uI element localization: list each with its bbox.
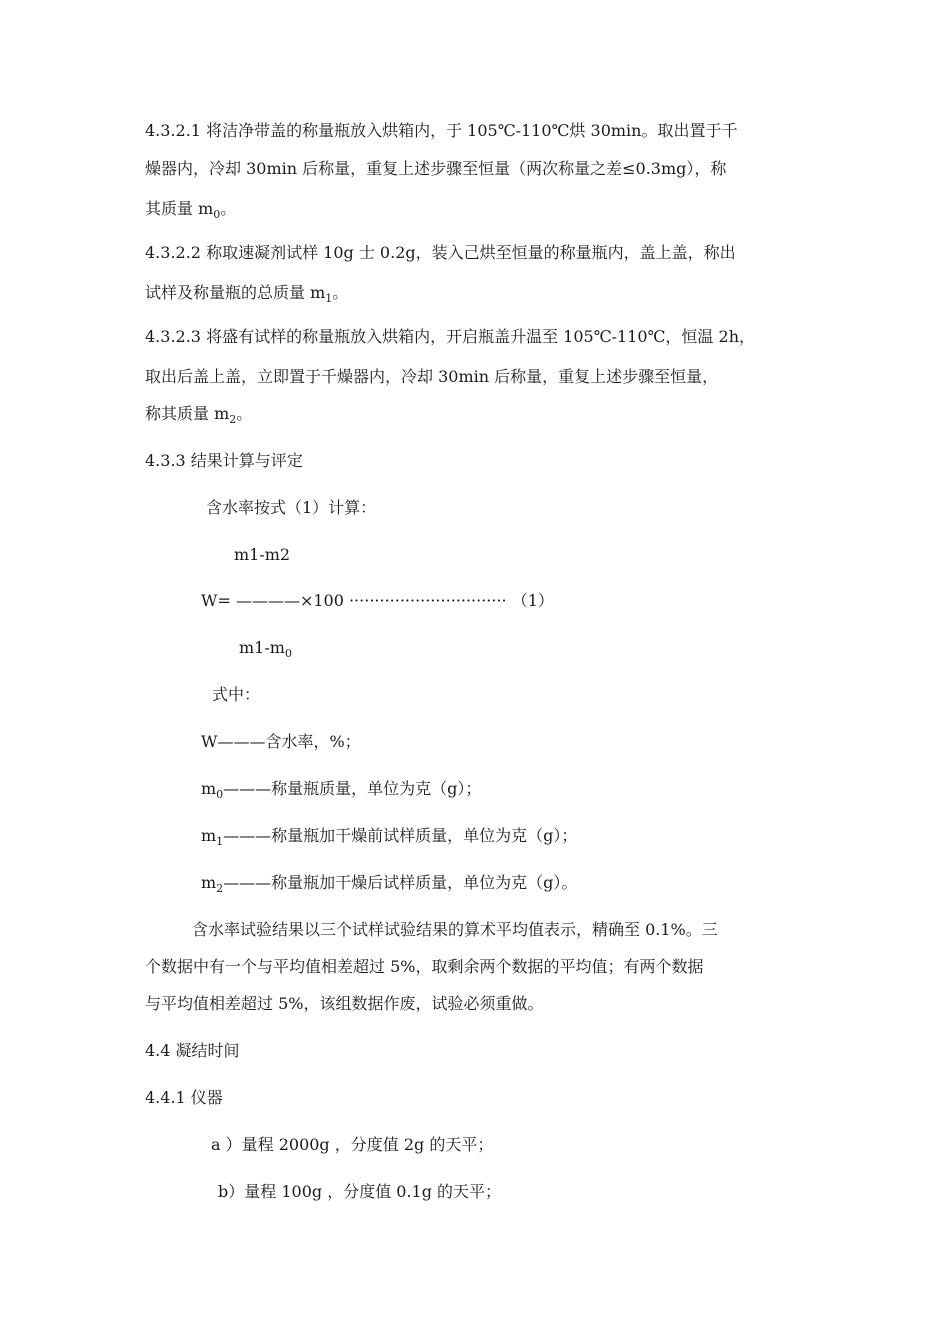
subscript: 1 (325, 292, 333, 305)
section-4-3-2-3-line-3 (145, 403, 252, 425)
text: m1-m (239, 638, 285, 657)
formula-main: W= ————×100 ······························· （1） (201, 591, 554, 610)
text: 试样及称量瓶的总质量 m (145, 283, 326, 302)
text: ———称量瓶加干燥前试样质量，单位为克（g）； (223, 826, 578, 845)
text: 。 (220, 199, 237, 218)
result-line-2: 个数据中有一个与平均值相差超过 5%，取剩余两个数据的平均值；有两个数据 (145, 957, 704, 976)
section-4-3-2-3-line-1: 4.3.2.3 将盛有试样的称量瓶放入烘箱内，开启瓶盖升温至 105℃-110℃，恒温 2h， (145, 327, 756, 346)
text: 。 (236, 404, 253, 423)
subscript: 0 (284, 647, 292, 660)
where-w: W———含水率，%； (201, 732, 361, 751)
section-4-3-2-3-line-2: 取出后盖上盖，立即置于千燥器内，冷却 30min 后称量，重复上述步骤至恒量， (145, 367, 719, 386)
subscript: 2 (229, 413, 237, 426)
instrument-item-a: a ）量程 2000g ，分度值 2g 的天平； (211, 1135, 494, 1154)
section-4-3-3-heading: 4.3.3 结果计算与评定 (145, 451, 303, 470)
section-4-3-2-1-line-1: 4.3.2.1 将洁净带盖的称量瓶放入烘箱内，于 105℃-110℃烘 30min。取出置于千 (145, 121, 738, 140)
instrument-item-b: b）量程 100g ，分度值 0.1g 的天平； (218, 1182, 502, 1201)
section-4-4-heading: 4.4 凝结时间 (145, 1041, 240, 1060)
text: 。 (332, 283, 349, 302)
section-4-3-2-2-line-1: 4.3.2.2 称取速凝剂试样 10g 士 0.2g，装入己烘至恒量的称量瓶内，盖上盖，称出 (145, 243, 736, 262)
where-m2 (201, 872, 577, 894)
section-4-3-2-1-line-3 (145, 198, 236, 220)
result-line-1: 含水率试验结果以三个试样试验结果的算术平均值表示，精确至 0.1%。三 (192, 920, 718, 939)
subscript: 0 (216, 788, 224, 801)
symbol: m (201, 873, 217, 892)
text: ———称量瓶质量，单位为克（g）； (223, 779, 482, 798)
where-m0 (201, 778, 481, 800)
formula-intro: 含水率按式（1）计算： (206, 498, 377, 517)
section-4-3-2-1-line-2: 燥器内，冷却 30min 后称量，重复上述步骤至恒量（两次称量之差≤0.3mg），称 (145, 159, 727, 178)
formula-denominator (239, 637, 292, 659)
subscript: 1 (216, 835, 224, 848)
text: 称其质量 m (145, 404, 230, 423)
result-line-3: 与平均值相差超过 5%，该组数据作废，试验必须重做。 (145, 994, 544, 1013)
where-label: 式中： (212, 685, 261, 704)
text: 其质量 m (145, 199, 214, 218)
symbol: m (201, 826, 217, 845)
subscript: 0 (213, 208, 221, 221)
formula-numerator: m1-m2 (234, 545, 291, 564)
symbol: m (201, 779, 217, 798)
section-4-4-1-heading: 4.4.1 仪器 (145, 1088, 223, 1107)
where-m1 (201, 825, 577, 847)
subscript: 2 (216, 882, 224, 895)
text: ———称量瓶加干燥后试样质量，单位为克（g）。 (223, 873, 578, 892)
section-4-3-2-2-line-2 (145, 282, 348, 304)
